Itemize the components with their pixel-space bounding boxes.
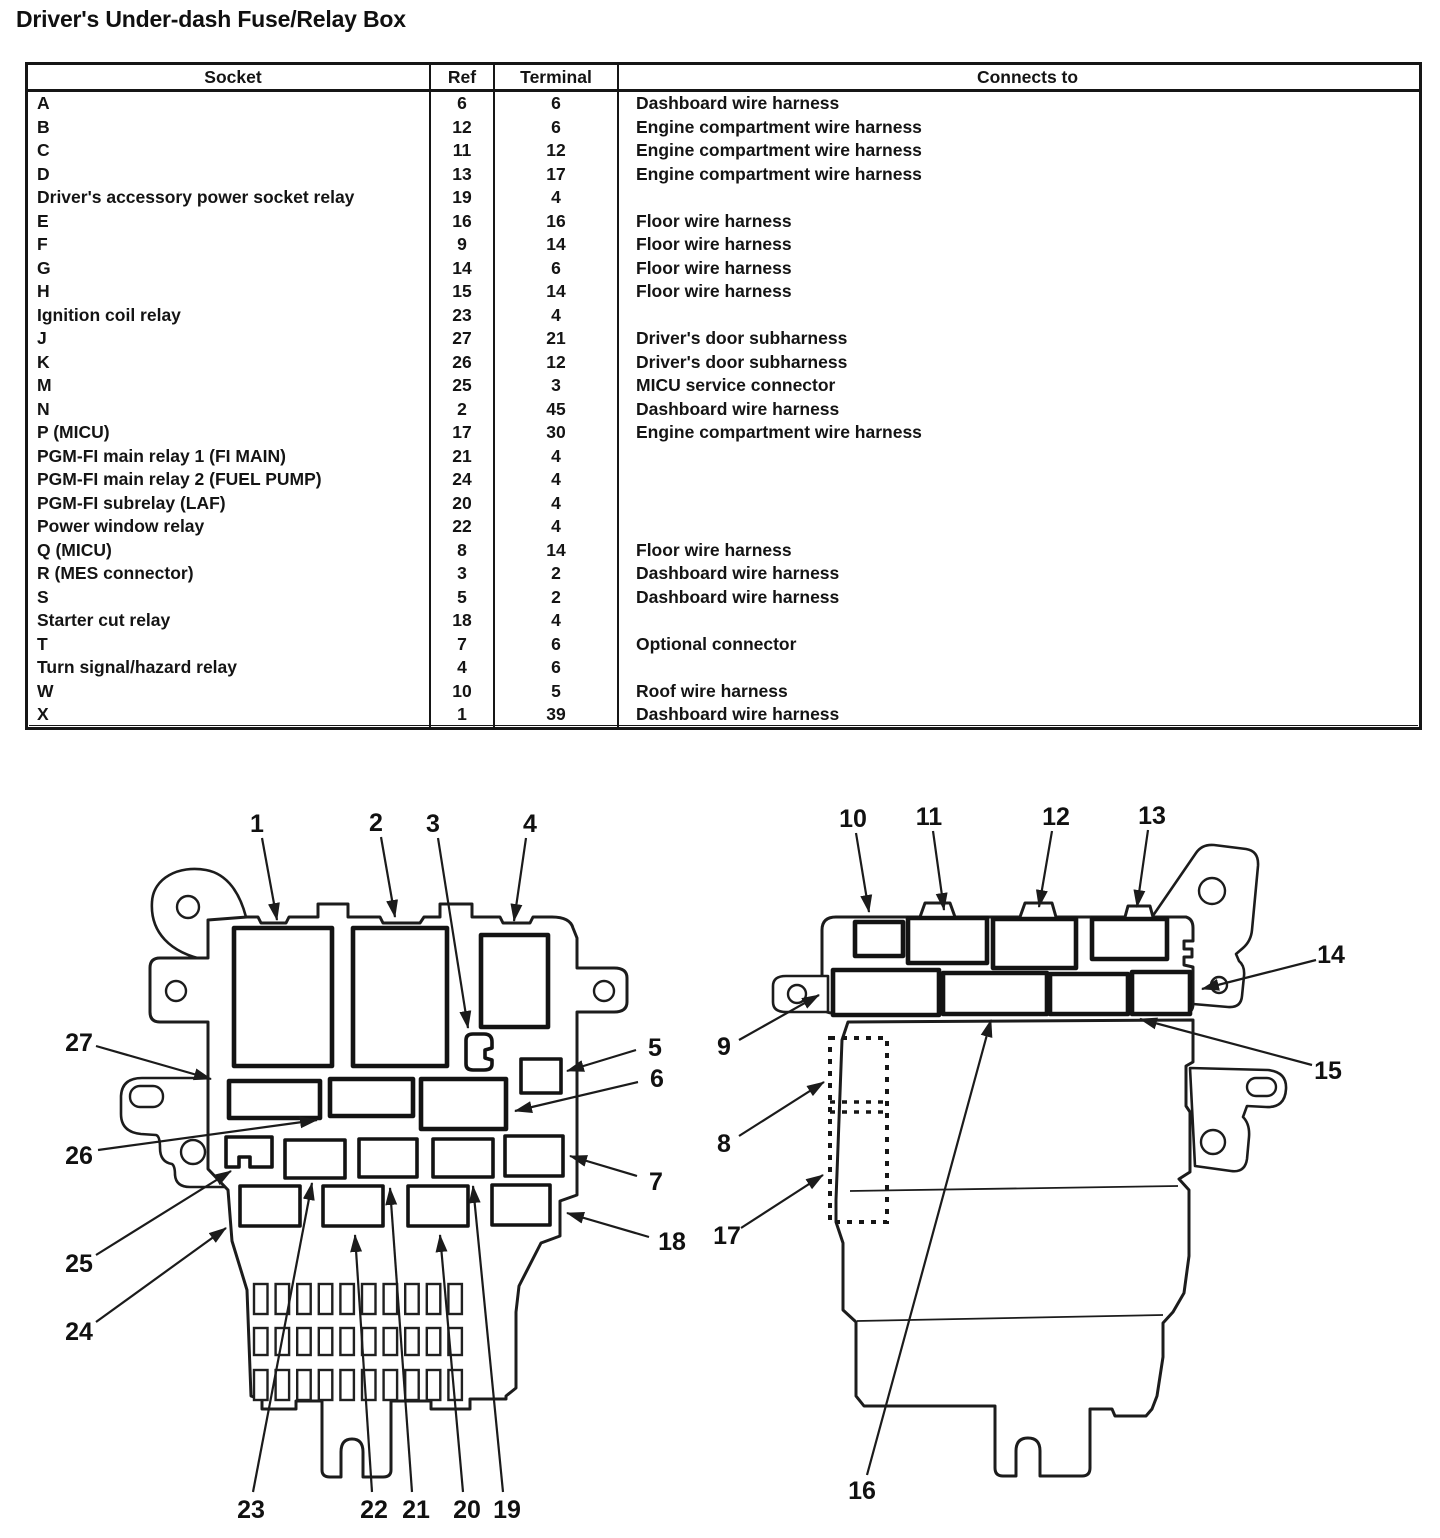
connector-5 bbox=[521, 1059, 561, 1093]
leader-13 bbox=[1137, 830, 1148, 907]
table-header bbox=[27, 64, 1421, 91]
cell-connects_to: Engine compartment wire harness bbox=[618, 116, 1421, 140]
fuse-slot bbox=[297, 1370, 311, 1400]
table-row bbox=[27, 163, 1421, 187]
cell-connects_to: Dashboard wire harness bbox=[618, 562, 1421, 586]
cell-terminal: 12 bbox=[494, 351, 618, 375]
table-row bbox=[27, 421, 1421, 445]
cell-ref: 8 bbox=[430, 539, 494, 563]
table-row bbox=[27, 233, 1421, 257]
cell-connects_to: Engine compartment wire harness bbox=[618, 139, 1421, 163]
cell-ref: 1 bbox=[430, 703, 494, 728]
cell-ref: 24 bbox=[430, 468, 494, 492]
fuse-slot bbox=[254, 1284, 268, 1314]
cell-connects_to: Floor wire harness bbox=[618, 210, 1421, 234]
callout-24: 24 bbox=[65, 1318, 93, 1346]
connector-row1-c bbox=[421, 1079, 506, 1129]
cell-terminal: 4 bbox=[494, 515, 618, 539]
table-row bbox=[27, 304, 1421, 328]
table-row bbox=[27, 91, 1421, 116]
connector-row1-b bbox=[330, 1079, 413, 1116]
connector-back-row2-c bbox=[1050, 974, 1128, 1014]
callout-4: 4 bbox=[523, 810, 537, 838]
cell-connects_to bbox=[618, 492, 1421, 516]
table-row bbox=[27, 539, 1421, 563]
callout-19: 19 bbox=[493, 1496, 521, 1524]
cell-terminal: 14 bbox=[494, 233, 618, 257]
table-row bbox=[27, 468, 1421, 492]
cell-terminal: 45 bbox=[494, 398, 618, 422]
table-row bbox=[27, 609, 1421, 633]
leader-2 bbox=[381, 837, 395, 917]
table-row bbox=[27, 186, 1421, 210]
cell-socket: J bbox=[37, 328, 47, 349]
connector-row2-b bbox=[359, 1139, 417, 1177]
leader-27 bbox=[96, 1046, 211, 1079]
header-connects-to: Connects to bbox=[618, 64, 1421, 91]
cell-terminal: 16 bbox=[494, 210, 618, 234]
callout-12: 12 bbox=[1042, 803, 1070, 831]
front-left-tab-hole bbox=[166, 981, 186, 1001]
cell-terminal: 6 bbox=[494, 633, 618, 657]
cell-socket: Driver's accessory power socket relay bbox=[37, 187, 355, 208]
table-row bbox=[27, 562, 1421, 586]
cell-socket: PGM-FI main relay 1 (FI MAIN) bbox=[37, 445, 286, 466]
leader-18 bbox=[567, 1213, 649, 1237]
table-row bbox=[27, 351, 1421, 375]
back-bracket-right-hole bbox=[1201, 1130, 1225, 1154]
fuse-slot bbox=[340, 1284, 354, 1314]
table-row bbox=[27, 633, 1421, 657]
header-ref: Ref bbox=[430, 64, 494, 91]
fuse-slot bbox=[362, 1328, 376, 1355]
fuse-slot bbox=[319, 1370, 333, 1400]
cell-connects_to bbox=[618, 515, 1421, 539]
fuse-slot bbox=[427, 1370, 441, 1400]
leader-8 bbox=[739, 1082, 824, 1136]
table-row bbox=[27, 398, 1421, 422]
table-row bbox=[27, 445, 1421, 469]
cell-terminal: 5 bbox=[494, 680, 618, 704]
cell-terminal: 4 bbox=[494, 609, 618, 633]
fuse-slot bbox=[276, 1370, 290, 1400]
cell-socket: N bbox=[37, 398, 50, 419]
callout-18: 18 bbox=[658, 1228, 686, 1256]
fuse-slot bbox=[254, 1328, 268, 1355]
cell-ref: 16 bbox=[430, 210, 494, 234]
fuse-slot bbox=[319, 1284, 333, 1314]
leader-11 bbox=[933, 831, 944, 910]
cell-socket: F bbox=[37, 234, 48, 255]
table-row bbox=[27, 280, 1421, 304]
callout-26: 26 bbox=[65, 1142, 93, 1170]
back-fusebox-body bbox=[836, 1020, 1193, 1476]
cell-socket: R (MES connector) bbox=[37, 563, 194, 584]
fuse-slot bbox=[340, 1328, 354, 1355]
cell-ref: 15 bbox=[430, 280, 494, 304]
cell-terminal: 2 bbox=[494, 562, 618, 586]
fuse-slot bbox=[362, 1284, 376, 1314]
cell-socket: D bbox=[37, 163, 50, 184]
cell-terminal: 4 bbox=[494, 445, 618, 469]
leader-17 bbox=[741, 1175, 823, 1228]
connector-10 bbox=[855, 922, 903, 956]
cell-terminal: 14 bbox=[494, 280, 618, 304]
cell-connects_to: Engine compartment wire harness bbox=[618, 163, 1421, 187]
fuse-slot bbox=[297, 1284, 311, 1314]
fuse-slot bbox=[384, 1284, 398, 1314]
back-left-tab-hole bbox=[788, 985, 806, 1003]
fuse-relay-table bbox=[25, 62, 1422, 730]
callout-22: 22 bbox=[360, 1496, 388, 1524]
cell-socket: T bbox=[37, 633, 48, 654]
callout-15: 15 bbox=[1314, 1057, 1342, 1085]
cell-connects_to bbox=[618, 468, 1421, 492]
fuse-table-body bbox=[27, 91, 1421, 729]
callout-3: 3 bbox=[426, 810, 440, 838]
cell-connects_to: Floor wire harness bbox=[618, 539, 1421, 563]
cell-ref: 10 bbox=[430, 680, 494, 704]
callout-2: 2 bbox=[369, 809, 383, 837]
callout-5: 5 bbox=[648, 1034, 662, 1062]
relay-socket-2 bbox=[353, 928, 447, 1066]
cell-ref: 20 bbox=[430, 492, 494, 516]
cell-connects_to: Floor wire harness bbox=[618, 233, 1421, 257]
cell-connects_to: Optional connector bbox=[618, 633, 1421, 657]
cell-ref: 9 bbox=[430, 233, 494, 257]
fuse-slot bbox=[405, 1370, 419, 1400]
cell-ref: 17 bbox=[430, 421, 494, 445]
fuse-box-diagrams bbox=[0, 758, 1440, 1538]
connector-11 bbox=[908, 918, 987, 963]
connector-18 bbox=[492, 1185, 550, 1225]
cell-connects_to: Driver's door subharness bbox=[618, 351, 1421, 375]
cell-socket: Q (MICU) bbox=[37, 539, 112, 560]
connector-row1-a bbox=[229, 1081, 320, 1118]
cell-terminal: 6 bbox=[494, 91, 618, 116]
cell-ref: 19 bbox=[430, 186, 494, 210]
table-row bbox=[27, 680, 1421, 704]
table-row bbox=[27, 374, 1421, 398]
fuse-slot bbox=[427, 1284, 441, 1314]
table-row bbox=[27, 139, 1421, 163]
cell-ref: 14 bbox=[430, 257, 494, 281]
table-row bbox=[27, 656, 1421, 680]
relay-socket-1 bbox=[234, 928, 332, 1066]
cell-socket: P (MICU) bbox=[37, 422, 110, 443]
leader-1 bbox=[262, 838, 277, 920]
front-bracket-top-left-hole bbox=[177, 896, 199, 918]
front-bracket-mid-left-slot bbox=[130, 1086, 163, 1107]
cell-connects_to bbox=[618, 445, 1421, 469]
cell-socket: H bbox=[37, 281, 50, 302]
cell-connects_to: Dashboard wire harness bbox=[618, 398, 1421, 422]
back-bracket-right-slot bbox=[1247, 1078, 1276, 1096]
connector-16 bbox=[943, 973, 1047, 1014]
callout-10: 10 bbox=[839, 805, 867, 833]
fuse-slot bbox=[405, 1328, 419, 1355]
cell-socket: Turn signal/hazard relay bbox=[37, 657, 238, 678]
cell-connects_to bbox=[618, 186, 1421, 210]
fuse-slot bbox=[384, 1328, 398, 1355]
callout-23: 23 bbox=[237, 1496, 265, 1524]
callout-20: 20 bbox=[453, 1496, 481, 1524]
connector-row3-b bbox=[323, 1186, 383, 1226]
cell-socket: K bbox=[37, 351, 50, 372]
connector-row3-c bbox=[408, 1186, 468, 1226]
fuse-slot bbox=[405, 1284, 419, 1314]
cell-terminal: 12 bbox=[494, 139, 618, 163]
callout-1: 1 bbox=[250, 810, 264, 838]
fuse-slot bbox=[384, 1370, 398, 1400]
fuse-slot bbox=[319, 1328, 333, 1355]
connector-9 bbox=[833, 970, 939, 1015]
connector-13 bbox=[1092, 919, 1167, 959]
connector-12 bbox=[993, 919, 1076, 968]
cell-ref: 26 bbox=[430, 351, 494, 375]
cell-socket: M bbox=[37, 375, 52, 396]
cell-ref: 12 bbox=[430, 116, 494, 140]
cell-socket: B bbox=[37, 116, 50, 137]
cell-terminal: 30 bbox=[494, 421, 618, 445]
callout-8: 8 bbox=[717, 1130, 731, 1158]
cell-terminal: 6 bbox=[494, 656, 618, 680]
underdash-fusebox-front-view bbox=[65, 809, 686, 1524]
underdash-fusebox-back-view bbox=[713, 802, 1345, 1505]
callout-6: 6 bbox=[650, 1065, 664, 1093]
fuse-slot bbox=[340, 1370, 354, 1400]
cell-connects_to: Dashboard wire harness bbox=[618, 91, 1421, 116]
fuse-slot bbox=[427, 1328, 441, 1355]
table-row bbox=[27, 116, 1421, 140]
leader-7 bbox=[570, 1156, 637, 1176]
cell-terminal: 4 bbox=[494, 186, 618, 210]
connector-25 bbox=[226, 1137, 272, 1167]
header-socket: Socket bbox=[27, 64, 431, 91]
cell-terminal: 39 bbox=[494, 703, 618, 728]
cell-connects_to: Driver's door subharness bbox=[618, 327, 1421, 351]
relay-socket-4 bbox=[481, 935, 548, 1027]
cell-connects_to: Roof wire harness bbox=[618, 680, 1421, 704]
cell-socket: Power window relay bbox=[37, 516, 205, 537]
cell-terminal: 17 bbox=[494, 163, 618, 187]
callout-25: 25 bbox=[65, 1250, 93, 1278]
cell-connects_to: Engine compartment wire harness bbox=[618, 421, 1421, 445]
table-row bbox=[27, 703, 1421, 728]
cell-connects_to: Dashboard wire harness bbox=[618, 586, 1421, 610]
cell-connects_to bbox=[618, 656, 1421, 680]
cell-socket: G bbox=[37, 257, 51, 278]
cell-connects_to: MICU service connector bbox=[618, 374, 1421, 398]
cell-terminal: 6 bbox=[494, 257, 618, 281]
table-row bbox=[27, 515, 1421, 539]
cell-ref: 22 bbox=[430, 515, 494, 539]
cell-ref: 23 bbox=[430, 304, 494, 328]
fuse-slot bbox=[448, 1284, 462, 1314]
connector-row2-c bbox=[433, 1139, 493, 1177]
cell-socket: Starter cut relay bbox=[37, 610, 171, 631]
callout-17: 17 bbox=[713, 1222, 741, 1250]
cell-terminal: 14 bbox=[494, 539, 618, 563]
cell-connects_to: Floor wire harness bbox=[618, 257, 1421, 281]
cell-socket: X bbox=[37, 704, 49, 725]
front-bracket-mid-left-hole bbox=[181, 1140, 205, 1164]
cell-ref: 27 bbox=[430, 327, 494, 351]
cell-socket: W bbox=[37, 680, 54, 701]
callout-9: 9 bbox=[717, 1033, 731, 1061]
cell-terminal: 4 bbox=[494, 304, 618, 328]
callout-14: 14 bbox=[1317, 941, 1345, 969]
front-right-tab-hole bbox=[594, 981, 614, 1001]
cell-socket: A bbox=[37, 93, 50, 114]
cell-socket: E bbox=[37, 210, 49, 231]
cell-terminal: 21 bbox=[494, 327, 618, 351]
cell-ref: 18 bbox=[430, 609, 494, 633]
cell-terminal: 3 bbox=[494, 374, 618, 398]
cell-socket: Ignition coil relay bbox=[37, 304, 181, 325]
cell-ref: 3 bbox=[430, 562, 494, 586]
leader-10 bbox=[856, 833, 869, 912]
cell-connects_to: Floor wire harness bbox=[618, 280, 1421, 304]
cell-ref: 21 bbox=[430, 445, 494, 469]
cell-connects_to bbox=[618, 304, 1421, 328]
leader-4 bbox=[514, 838, 526, 921]
cell-socket: PGM-FI main relay 2 (FUEL PUMP) bbox=[37, 469, 322, 490]
cell-socket: PGM-FI subrelay (LAF) bbox=[37, 492, 226, 513]
callout-7: 7 bbox=[649, 1168, 663, 1196]
callout-27: 27 bbox=[65, 1029, 93, 1057]
cell-socket: C bbox=[37, 140, 50, 161]
table-header-row bbox=[27, 64, 1421, 91]
cell-ref: 25 bbox=[430, 374, 494, 398]
connector-7 bbox=[505, 1136, 563, 1176]
table-row bbox=[27, 327, 1421, 351]
cell-ref: 4 bbox=[430, 656, 494, 680]
callout-11: 11 bbox=[915, 803, 943, 831]
table-row bbox=[27, 257, 1421, 281]
cell-ref: 7 bbox=[430, 633, 494, 657]
cell-terminal: 2 bbox=[494, 586, 618, 610]
connector-14 bbox=[1132, 972, 1190, 1014]
table-row bbox=[27, 210, 1421, 234]
cell-terminal: 4 bbox=[494, 492, 618, 516]
cell-ref: 13 bbox=[430, 163, 494, 187]
cell-connects_to bbox=[618, 609, 1421, 633]
leader-25 bbox=[96, 1171, 231, 1255]
cell-ref: 2 bbox=[430, 398, 494, 422]
cell-terminal: 6 bbox=[494, 116, 618, 140]
cell-terminal: 4 bbox=[494, 468, 618, 492]
header-terminal: Terminal bbox=[494, 64, 618, 91]
cell-ref: 5 bbox=[430, 586, 494, 610]
fuse-slot bbox=[297, 1328, 311, 1355]
cell-socket: S bbox=[37, 586, 49, 607]
cell-ref: 6 bbox=[430, 91, 494, 116]
connector-row3-a bbox=[240, 1186, 300, 1226]
fuse-slot bbox=[254, 1370, 268, 1400]
callout-16: 16 bbox=[848, 1477, 876, 1505]
leader-12 bbox=[1039, 831, 1052, 907]
back-bracket-top-right-hole bbox=[1199, 878, 1225, 904]
cell-ref: 11 bbox=[430, 139, 494, 163]
connector-row2-a bbox=[285, 1140, 345, 1178]
table-row bbox=[27, 586, 1421, 610]
callout-21: 21 bbox=[402, 1496, 430, 1524]
callout-13: 13 bbox=[1138, 802, 1166, 830]
page-title: Driver's Under-dash Fuse/Relay Box bbox=[16, 6, 406, 32]
cell-connects_to: Dashboard wire harness bbox=[618, 703, 1421, 728]
table-row bbox=[27, 492, 1421, 516]
